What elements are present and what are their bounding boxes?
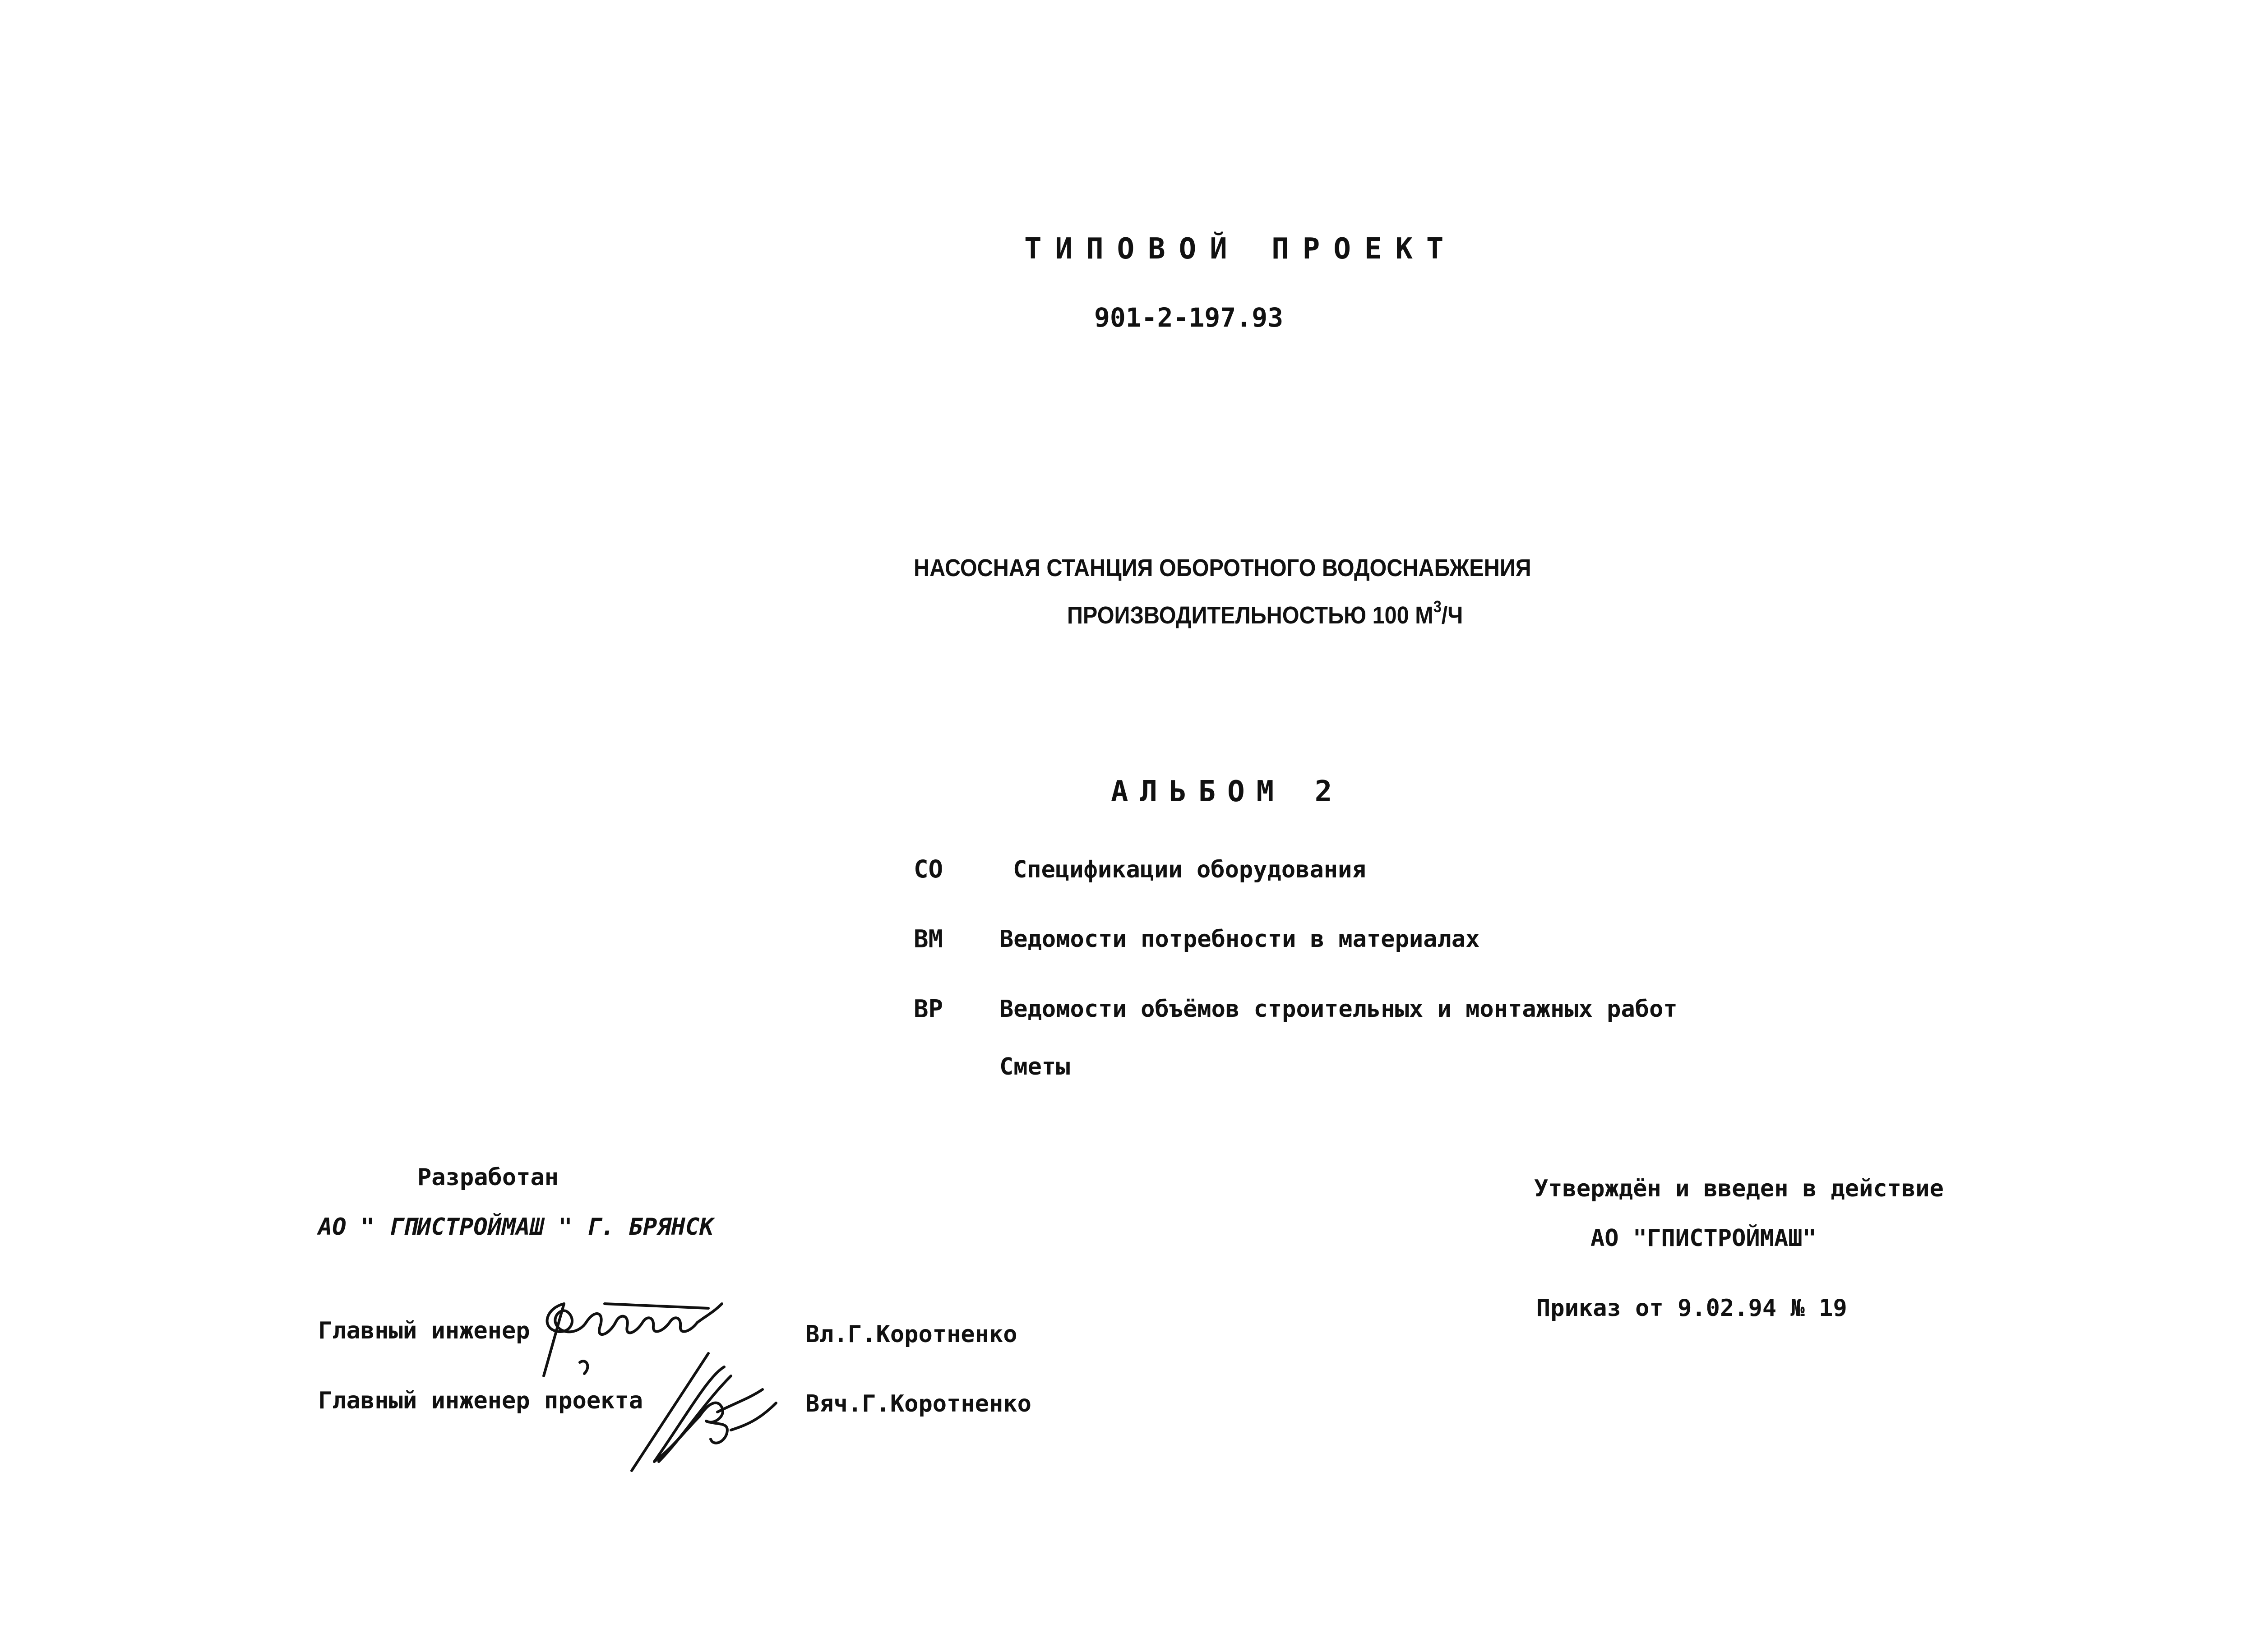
subject-line-2 (1067, 597, 1463, 629)
album-item-code-vr: ВР (914, 995, 943, 1023)
approval-label: Утверждён и введен в действие (1534, 1175, 1944, 1202)
album-item-code-so: СО (914, 855, 943, 883)
subject-line-2-unit: /Ч (1441, 602, 1463, 629)
approval-org: АО "ГПИСТРОЙМАШ" (1590, 1225, 1817, 1252)
cubic-superscript: 3 (1433, 597, 1442, 616)
chief-engineer-label: Главный инженер (318, 1317, 530, 1344)
subject-line-1: НАСОСНАЯ СТАНЦИЯ ОБОРОТНОГО ВОДОСНАБЖЕНИЯ (914, 554, 1531, 581)
album-item-text-vr: Ведомости объёмов строительных и монтажных работ (999, 996, 1678, 1023)
document-title: ТИПОВОЙ ПРОЕКТ (1024, 232, 1457, 266)
project-engineer-label: Главный инженер проекта (318, 1387, 643, 1414)
album-item-text-smety: Сметы (999, 1053, 1070, 1080)
album-title: АЛЬБОМ 2 (1111, 775, 1344, 808)
developer-label: Разработан (417, 1164, 559, 1191)
project-number: 901-2-197.93 (1094, 302, 1284, 333)
developer-org: АО " ГПИСТРОЙМАШ " Г. БРЯНСК (318, 1214, 714, 1241)
album-item-code-vm: ВМ (914, 925, 943, 953)
album-item-text-so: Спецификации оборудования (1013, 856, 1366, 883)
approval-order: Приказ от 9.02.94 № 19 (1536, 1295, 1847, 1322)
project-engineer-signature (627, 1349, 790, 1475)
project-engineer-name: Вяч.Г.Коротненко (805, 1390, 1031, 1417)
album-item-text-vm: Ведомости потребности в материалах (999, 926, 1480, 953)
chief-engineer-name: Вл.Г.Коротненко (805, 1321, 1017, 1348)
subject-line-2-text: ПРОИЗВОДИТЕЛЬНОСТЬЮ 100 М (1067, 602, 1433, 629)
